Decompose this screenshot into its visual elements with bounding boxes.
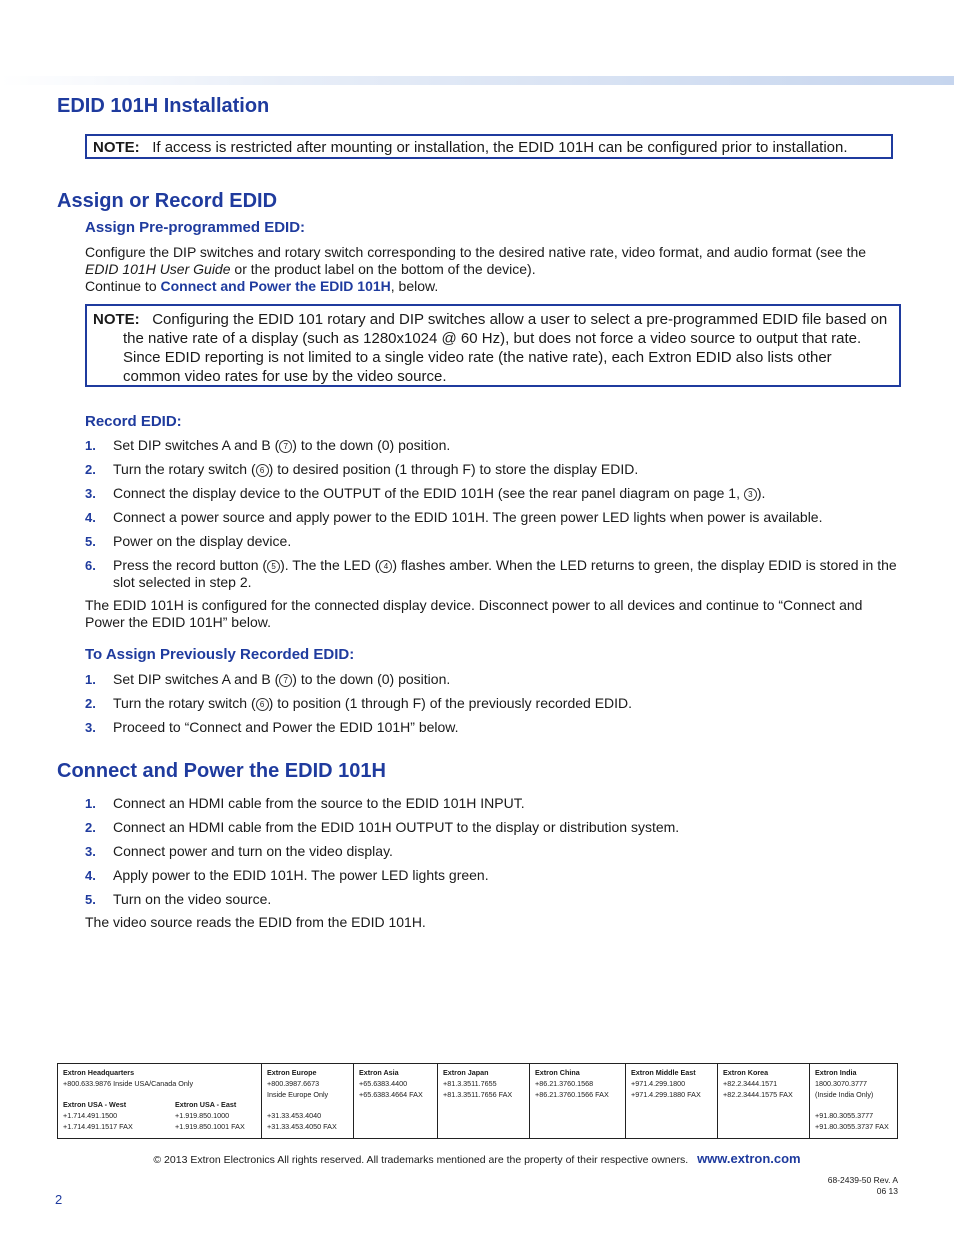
preprog-paragraph [85, 244, 895, 295]
contact-line: +82.2.3444.1575 FAX [723, 1090, 793, 1099]
step-text: ). [756, 485, 766, 501]
continue-text-end: , below. [390, 278, 439, 294]
list-item [85, 819, 900, 836]
step-text: Connect a power source and apply power to the EDID 101H. The green power LED lights when power is available. [113, 509, 823, 525]
step-text: Connect power and turn on the video display. [113, 843, 393, 859]
contact-line: +81.3.3511.7655 [443, 1079, 497, 1088]
step-text: Connect an HDMI cable from the EDID 101H OUTPUT to the display or distribution system. [113, 819, 680, 835]
contact-line: +31.33.453.4050 FAX [267, 1122, 337, 1131]
contact-title: Extron Europe [267, 1068, 317, 1077]
contact-line: +86.21.3760.1568 [535, 1079, 594, 1088]
contact-line: +91.80.3055.3777 [815, 1111, 874, 1120]
step-text: ) to the down (0) position. [292, 671, 451, 687]
step-text: ) to position (1 through F) of the previously recorded EDID. [268, 695, 633, 711]
list-item [85, 509, 900, 526]
step-number: 3. [85, 720, 96, 735]
step-text: Set DIP switches A and B ( [113, 671, 280, 687]
step-number: 3. [85, 844, 96, 859]
doc-revision: 68-2439-50 Rev. A [827, 1175, 898, 1185]
list-item [85, 437, 900, 454]
section-title-installation: EDID 101H Installation [57, 95, 270, 117]
preprog-text-end: or the product label on the bottom of the device). [230, 261, 536, 277]
step-text: Set DIP switches A and B ( [113, 437, 280, 453]
record-steps-list [85, 437, 900, 598]
header-gradient-bar [0, 76, 954, 85]
contact-line: Inside Europe Only [267, 1090, 329, 1099]
step-text: ) to the down (0) position. [292, 437, 451, 453]
step-number: 4. [85, 868, 96, 883]
preprog-text: Configure the DIP switches and rotary switch corresponding to the desired native rate, video format, and audio format (see the [85, 244, 867, 260]
step-text: Turn on the video source. [113, 891, 272, 907]
preprog-note [85, 304, 901, 387]
contact-line: +971.4.299.1800 [631, 1079, 686, 1088]
callout-circle: 6 [256, 464, 269, 477]
callout-circle: 4 [379, 560, 392, 573]
contact-line: +82.2.3444.1571 [723, 1079, 778, 1088]
copyright-text: © 2013 Extron Electronics All rights reserved. All trademarks mentioned are the property of their respective owners. [153, 1154, 689, 1166]
step-number: 1. [85, 672, 96, 687]
step-number: 3. [85, 486, 96, 501]
step-text: Press the record button ( [113, 557, 268, 573]
page-number: 2 [55, 1192, 63, 1207]
contact-line: +1.714.491.1517 FAX [63, 1122, 133, 1131]
installation-note [85, 134, 893, 159]
step-number: 1. [85, 796, 96, 811]
step-text: ) to desired position (1 through F) to store the display EDID. [268, 461, 639, 477]
contact-line: +1.919.850.1000 [175, 1111, 230, 1120]
connect-power-link[interactable]: Connect and Power the EDID 101H [160, 278, 391, 294]
contact-line: +86.21.3760.1566 FAX [535, 1090, 609, 1099]
list-item [85, 557, 900, 591]
step-text: Connect the display device to the OUTPUT of the EDID 101H (see the rear panel diagram on page 1, [113, 485, 744, 501]
list-item [85, 843, 900, 860]
website-link[interactable]: www.extron.com [697, 1151, 801, 1166]
step-number: 2. [85, 820, 96, 835]
list-item [85, 867, 900, 884]
subtitle-assign-previously-recorded: To Assign Previously Recorded EDID: [85, 646, 355, 663]
list-item [85, 533, 900, 550]
contact-middle-east [626, 1064, 718, 1139]
connect-after-paragraph: The video source reads the EDID from the EDID 101H. [85, 914, 426, 930]
callout-circle: 5 [267, 560, 280, 573]
callout-circle: 3 [744, 488, 757, 501]
note-label: NOTE: [93, 139, 140, 156]
callout-circle: 6 [256, 698, 269, 711]
step-number: 2. [85, 462, 96, 477]
step-number: 1. [85, 438, 96, 453]
contact-title: Extron Headquarters [63, 1068, 135, 1077]
contact-title: Extron China [535, 1068, 580, 1077]
contact-korea [718, 1064, 810, 1139]
user-guide-title: EDID 101H User Guide [85, 261, 231, 277]
list-item [85, 891, 900, 908]
step-text: ). The the LED ( [280, 557, 380, 573]
contact-europe [262, 1064, 354, 1139]
contact-line: 1800.3070.3777 [815, 1079, 867, 1088]
section-title-assign-record: Assign or Record EDID [57, 190, 278, 212]
step-text: Apply power to the EDID 101H. The power LED lights green. [113, 867, 489, 883]
list-item [85, 671, 900, 688]
list-item [85, 795, 900, 812]
step-text: Turn the rotary switch ( [113, 461, 256, 477]
footer [0, 1151, 954, 1166]
step-text: ) flashes amber. When the LED returns to green, the display EDID is stored in the slot selected in step 2. [113, 557, 897, 590]
step-number: 5. [85, 534, 96, 549]
callout-circle: 7 [279, 674, 292, 687]
contact-india [810, 1064, 898, 1139]
note-label: NOTE: [93, 311, 140, 328]
step-text: Proceed to “Connect and Power the EDID 101H” below. [113, 719, 459, 735]
step-text: Connect an HDMI cable from the source to the EDID 101H INPUT. [113, 795, 525, 811]
step-text: Turn the rotary switch ( [113, 695, 256, 711]
contact-title: Extron Japan [443, 1068, 489, 1077]
contact-line: +800.3987.6673 [267, 1079, 320, 1088]
contact-line: +65.6383.4664 FAX [359, 1090, 423, 1099]
subtitle-record-edid: Record EDID: [85, 413, 182, 430]
step-number: 6. [85, 558, 96, 573]
note-text: If access is restricted after mounting or installation, the EDID 101H can be configured prior to installation. [152, 139, 848, 156]
contact-line: +971.4.299.1880 FAX [631, 1090, 701, 1099]
contact-title: Extron USA - West [63, 1100, 127, 1109]
contact-line: +1.919.850.1001 FAX [175, 1122, 245, 1131]
contact-line: +1.714.491.1500 [63, 1111, 118, 1120]
list-item [85, 461, 900, 478]
contact-japan [438, 1064, 530, 1139]
list-item [85, 695, 900, 712]
contact-title: Extron Middle East [631, 1068, 696, 1077]
contact-line: (Inside India Only) [815, 1090, 874, 1099]
contact-title: Extron India [815, 1068, 857, 1077]
contact-line: +31.33.453.4040 [267, 1111, 322, 1120]
contact-title: Extron Korea [723, 1068, 769, 1077]
step-number: 5. [85, 892, 96, 907]
previous-steps-list [85, 671, 900, 743]
note-text: Configuring the EDID 101 rotary and DIP switches allow a user to select a pre-programmed EDID file based on the native rate of a display (such as 1280x1024 @ 60 Hz), but does not force a video source to output that rate. Since EDID reporting is not limited to a single video rate (the native rate), each Extron EDID also lists other common video rates for use by the video source. [123, 311, 888, 385]
contact-title: Extron USA - East [175, 1100, 237, 1109]
document-number [828, 1175, 898, 1197]
contact-line: +81.3.3511.7656 FAX [443, 1090, 513, 1099]
step-text: Power on the display device. [113, 533, 292, 549]
step-number: 4. [85, 510, 96, 525]
continue-text: Continue to [85, 278, 161, 294]
list-item [85, 485, 900, 502]
callout-circle: 7 [279, 440, 292, 453]
contact-title: Extron Asia [359, 1068, 399, 1077]
doc-date: 06 13 [876, 1186, 898, 1196]
contact-asia [354, 1064, 438, 1139]
contact-line: +65.6383.4400 [359, 1079, 408, 1088]
step-number: 2. [85, 696, 96, 711]
contact-line: +91.80.3055.3737 FAX [815, 1122, 889, 1131]
list-item [85, 719, 900, 736]
section-title-connect-power: Connect and Power the EDID 101H [57, 760, 386, 782]
contact-line: +800.633.9876 Inside USA/Canada Only [63, 1079, 194, 1088]
connect-steps-list [85, 795, 900, 915]
contact-table [57, 1063, 898, 1139]
record-after-paragraph: The EDID 101H is configured for the connected display device. Disconnect power to all devices and continue to “Connect and Power the EDID 101H” below. [85, 597, 863, 630]
contact-china [530, 1064, 626, 1139]
contact-hq [58, 1064, 262, 1139]
subtitle-assign-preprogrammed: Assign Pre-programmed EDID: [85, 219, 306, 236]
